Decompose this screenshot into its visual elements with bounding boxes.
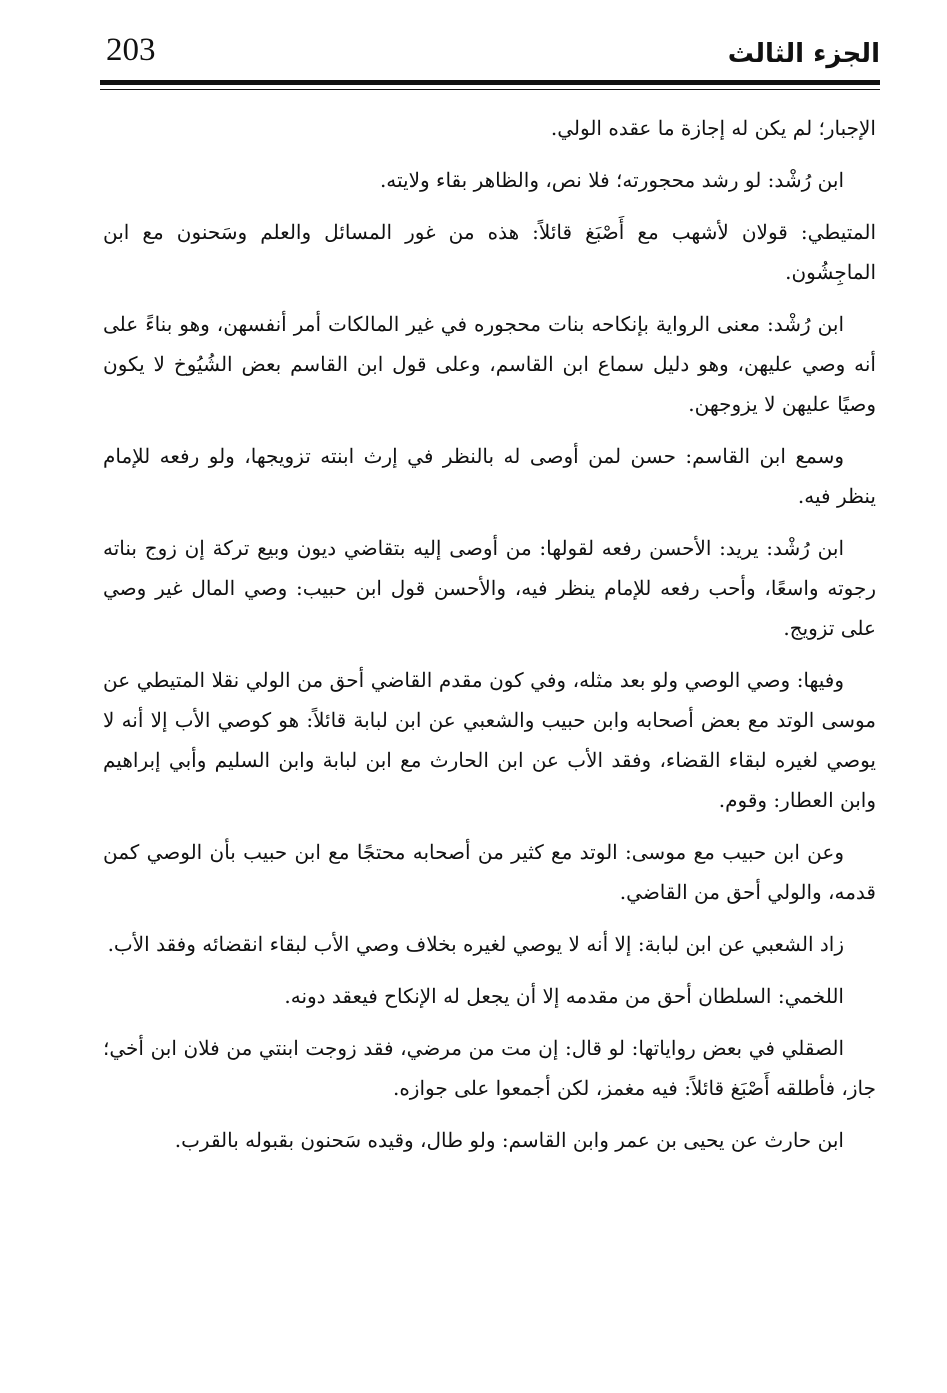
paragraph: وفيها: وصي الوصي ولو بعد مثله، وفي كون مقدم القاضي أحق من الولي نقلا المتيطي عن موسى الوتد مع بعض أصحابه وابن حبيب والشعبي عن ابن لبابة قائلاً: هو كوصي الأب إلا أنه لا يوصي لغيره لبقاء القضاء، وفقد الأب عن ابن الحارث مع ابن لبابة وابن السليم وأبي إبراهيم وابن العطار: وقوم. bbox=[103, 668, 876, 812]
paragraph: ابن رُشْد: معنى الرواية بإنكاحه بنات محجوره في غير المالكات أمر أنفسهن، وهو بناءً على أنه وصي عليهن، وهو دليل سماع ابن القاسم، وعلى قول ابن القاسم بعض الشُيُوخ لا يكون وصيًا عليهن لا يزوجهن. bbox=[103, 312, 876, 416]
paragraph: الصقلي في بعض رواياتها: لو قال: إن مت من مرضي، فقد زوجت ابنتي من فلان ابن أخي؛ جاز، فأطلقه أَصْبَغ قائلاً: فيه مغمز، لكن أجمعوا على جوازه. bbox=[103, 1036, 876, 1100]
paragraph: وعن ابن حبيب مع موسى: الوتد مع كثير من أصحابه محتجًا مع ابن حبيب بأن الوصي كمن قدمه، والولي أحق من القاضي. bbox=[103, 840, 876, 904]
body-text bbox=[103, 108, 876, 1172]
header-rule-thin bbox=[100, 89, 880, 90]
paragraph: زاد الشعبي عن ابن لبابة: إلا أنه لا يوصي لغيره بخلاف وصي الأب لبقاء انقضائه وفقد الأب. bbox=[107, 932, 844, 956]
paragraph: ابن حارث عن يحيى بن عمر وابن القاسم: ولو طال، وقيده سَحنون بقبوله بالقرب. bbox=[174, 1128, 844, 1152]
paragraph: المتيطي: قولان لأشهب مع أَصْبَغ قائلاً: هذه من غور المسائل والعلم وسَحنون مع ابن الماجِشُون. bbox=[103, 220, 876, 284]
header-rule-thick bbox=[100, 80, 880, 85]
paragraph: ابن رُشْد: يريد: الأحسن رفعه لقولها: من أوصى إليه بتقاضي ديون وبيع تركة إن زوج بناته رجوته واسعًا، وأحب رفعه للإمام ينظر فيه، والأحسن قول ابن حبيب: وصي المال غير وصي على تزويج. bbox=[103, 536, 876, 640]
part-title: الجزء الثالث bbox=[727, 39, 880, 69]
paragraph: ابن رُشْد: لو رشد محجورته؛ فلا نص، والظاهر بقاء ولايته. bbox=[379, 168, 844, 192]
page-number: 203 bbox=[106, 32, 156, 68]
paragraph: اللخمي: السلطان أحق من مقدمه إلا أن يجعل له الإنكاح فيعقد دونه. bbox=[284, 984, 844, 1008]
paragraph: الإجبار؛ لم يكن له إجازة ما عقده الولي. bbox=[550, 116, 876, 140]
paragraph: وسمع ابن القاسم: حسن لمن أوصى له بالنظر في إرث ابنته تزويجها، ولو رفعه للإمام ينظر فيه. bbox=[103, 444, 876, 508]
page-header bbox=[100, 20, 880, 80]
